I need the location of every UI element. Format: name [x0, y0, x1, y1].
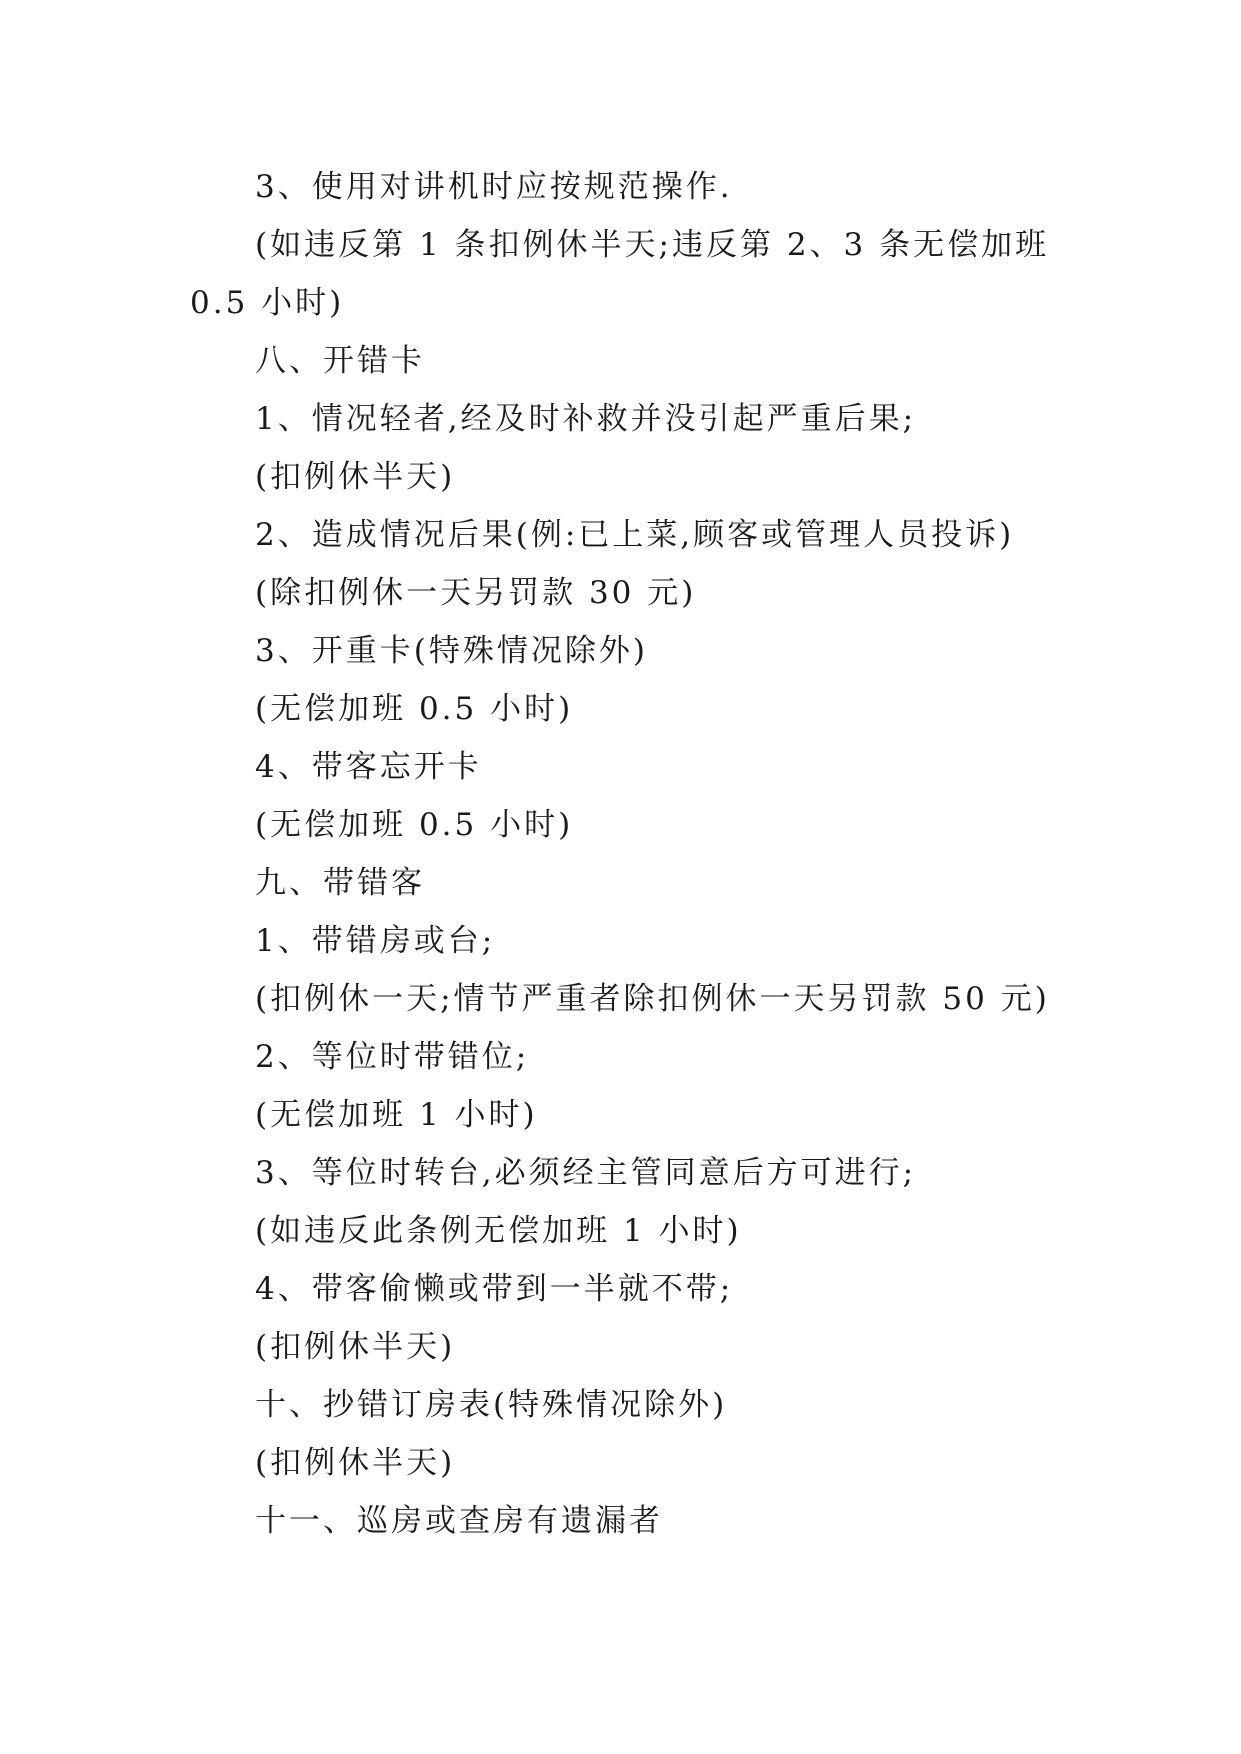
paragraph-line: (如违反第 1 条扣例休半天;违反第 2、3 条无偿加班 0.5 小时)	[190, 227, 1050, 321]
paragraph-line: 2、等位时带错位;	[255, 1039, 530, 1075]
section-heading: 九、带错客	[255, 865, 425, 901]
paragraph-line: (扣例休一天;情节严重者除扣例休一天另罚款 50 元)	[255, 981, 1050, 1017]
paragraph-line: 2、造成情况后果(例:已上菜,顾客或管理人员投诉)	[255, 517, 1015, 553]
paragraph-line: (无偿加班 0.5 小时)	[255, 807, 574, 843]
paragraph-line: 3、等位时转台,必须经主管同意后方可进行;	[255, 1155, 917, 1191]
paragraph-line: (如违反此条例无偿加班 1 小时)	[255, 1213, 742, 1249]
section-heading: 八、开错卡	[255, 343, 425, 379]
section-heading: 十、抄错订房表(特殊情况除外)	[255, 1387, 728, 1423]
paragraph-line: 3、开重卡(特殊情况除外)	[255, 633, 648, 669]
section-heading: 十一、巡房或查房有遗漏者	[255, 1503, 663, 1539]
paragraph-line: (无偿加班 0.5 小时)	[255, 691, 574, 727]
paragraph-line: 1、带错房或台;	[255, 923, 496, 959]
paragraph-line: 4、带客忘开卡	[255, 749, 482, 785]
paragraph-line: 4、带客偷懒或带到一半就不带;	[255, 1271, 734, 1307]
paragraph-line: (扣例休半天)	[255, 459, 456, 495]
paragraph-line: 1、情况轻者,经及时补救并没引起严重后果;	[255, 401, 917, 437]
document-body	[190, 158, 1070, 1550]
paragraph-line: (扣例休半天)	[255, 1329, 456, 1365]
paragraph-line: (扣例休半天)	[255, 1445, 456, 1481]
paragraph-line: 3、使用对讲机时应按规范操作.	[255, 169, 733, 205]
paragraph-line: (除扣例休一天另罚款 30 元)	[255, 575, 697, 611]
paragraph-line: (无偿加班 1 小时)	[255, 1097, 538, 1133]
